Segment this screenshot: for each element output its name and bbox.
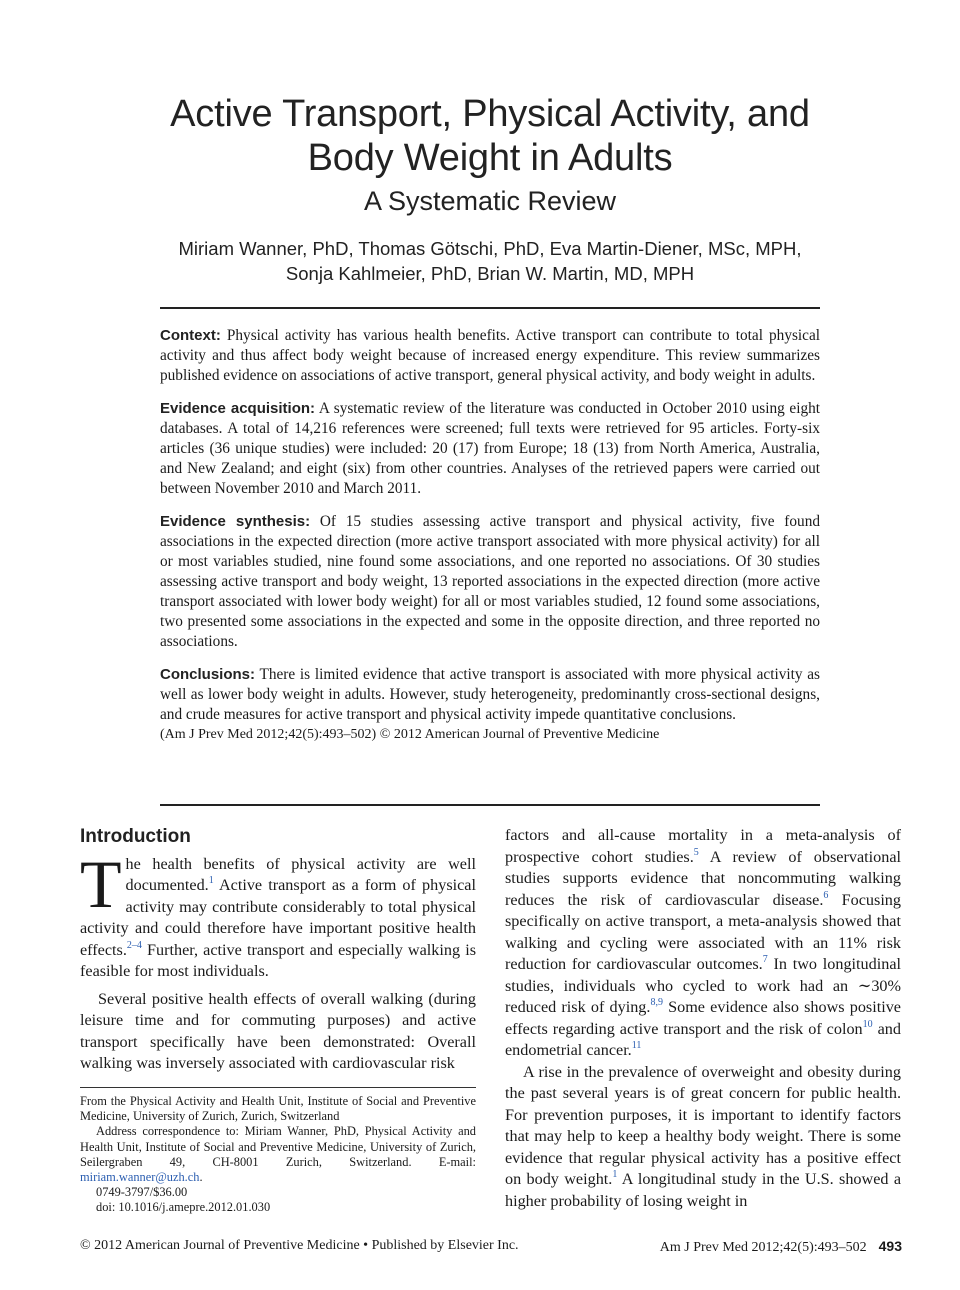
abstract-synthesis [160,512,820,652]
abstract [160,326,820,758]
reference-link[interactable]: 7 [762,954,768,965]
title-line-1: Active Transport, Physical Activity, and [170,93,810,135]
body-text: and endometrial cancer. [505,1019,901,1059]
footnote-rule [80,1087,476,1088]
intro-text: Further, active transport and especially walking is feasible for most individuals. [80,940,476,980]
body-text: In two longitudinal studies, individuals who cycled to work had an ∼30% reduced risk of dying. [505,955,901,1016]
abstract-context [160,326,820,386]
body-text: Focusing specifically on active transport, a meta-analysis showed that walking and cycling were associated with an 11% risk reduction for cardiovascular outcomes. [505,890,901,973]
address-end: . [199,1170,203,1185]
intro-text: Active transport as a form of physical activity may contribute considerably to total physical activity and could therefore have important positive health effects. [80,876,476,959]
context-text: Physical activity has various health benefits. Active transport can contribute to total physical activity and thus affect body weight because of increased energy expenditure. This review summarizes published evidence on associations of active transport, general physical activity, and body weight in adults. [160,327,820,384]
page-number: 493 [878,1238,902,1254]
abstract-bottom-rule [160,804,820,806]
body-text: Some evidence also shows positive effects regarding active transport and the risk of colon [505,998,901,1038]
reference-link[interactable]: 10 [862,1018,873,1030]
reference-link[interactable]: 11 [631,1040,642,1051]
doi-note: doi: 10.1016/j.amepre.2012.01.030 [96,1200,271,1215]
issn-note: 0749-3797/$36.00 [96,1185,188,1200]
conclusions-text: There is limited evidence that active transport is associated with more physical activity as well as lower body weight in adults. However, study heterogeneity, predominantly cross-sectional designs, and crude measures for active transport and physical activity impede quantitative conclusions. [160,666,820,723]
correspondence-note [80,1124,476,1185]
intro-paragraph-1 [80,845,476,983]
reference-link[interactable]: 1 [208,875,214,886]
synthesis-label: Evidence synthesis: [160,513,311,530]
body-paragraph-1 [505,825,901,1062]
section-heading-introduction: Introduction [80,826,191,847]
reference-link[interactable]: 6 [823,889,829,901]
authors-line-2: Sonja Kahlmeier, PhD, Brian W. Martin, MD, MPH [285,263,695,284]
article-header [80,92,900,218]
conclusions-label: Conclusions: [160,666,256,683]
author-list [110,236,870,286]
article-subtitle: A Systematic Review [363,186,617,216]
footnotes [80,1094,476,1216]
reference-link[interactable]: 1 [612,1169,618,1180]
acquisition-text: A systematic review of the literature was conducted in October 2010 using eight databases. A total of 14,216 references were screened; full texts were retrieved for 95 articles. Forty-six articles (36 unique studies) were included: 20 (17) from Europe; 18 (13) from North America, Australia, and New Zealand; and eight (six) from other countries. Analyses of the retrieved papers were carried out between November 2010 and March 2011. [160,400,820,497]
footer-copyright: © 2012 American Journal of Preventive Medicine • Published by Elsevier Inc. [80,1238,519,1253]
reference-link[interactable]: 8,9 [650,997,663,1008]
body-text: A longitudinal study in the U.S. showed a higher probability of losing weight in [505,1170,902,1210]
authors-line-1: Miriam Wanner, PhD, Thomas Götschi, PhD, Eva Martin-Diener, MSc, MPH, [178,238,802,259]
body-text: A rise in the prevalence of overweight and obesity during the past several years is of great concern for public health. For prevention purposes, it is important to identify factors that may help to keep a healthy body weight. There is some evidence that regular physical activity has a positive effect on body weight. [505,1062,901,1188]
body-text: factors and all-cause mortality in a meta-analysis of prospective cohort studies. [505,826,901,866]
reference-link[interactable]: 2–4 [126,939,142,951]
right-column [505,825,901,1212]
title-line-2: Body Weight in Adults [307,137,673,179]
body-text: A review of observational studies supports evidence that noncommuting walking reduces the risk of cardiovascular disease. [505,847,901,909]
abstract-citation: (Am J Prev Med 2012;42(5):493–502) © 2012 American Journal of Preventive Medicine [160,727,660,742]
synthesis-text: Of 15 studies assessing active transport and physical activity, five found associations in the expected direction (more active transport associated with more physical activity) for all or most variables studied, nine found some associations, and one reported no associations. Of 30 studies assessing active transport and body weight, 13 reported associations in the expected direction (more active transport associated with lower body weight) for all or most variables studied, 12 found some associations, two presented some associations in the expected and some in the opposite direction, and three reported no associations. [160,513,820,650]
intro-text: he health benefits of physical activity are well documented. [125,854,476,894]
left-column [80,826,476,1075]
affiliation-note: From the Physical Activity and Health Unit, Institute of Social and Preventive Medicine, University of Zurich, Zurich, Switzerland [80,1094,476,1124]
intro-paragraph-2: Several positive health effects of overall walking (during leisure time and for commuting purposes) and active transport specifically have been demonstrated: Overall walking was inversely associated with cardiovascular risk [80,989,476,1072]
footer-citation: Am J Prev Med 2012;42(5):493–502 [659,1240,867,1255]
reference-link[interactable]: 5 [693,846,699,858]
abstract-conclusions [160,665,820,725]
footer-citation-block [660,1238,902,1256]
acquisition-label: Evidence acquisition: [160,400,316,417]
email-link[interactable]: miriam.wanner@uzh.ch [80,1170,200,1185]
address-text: Address correspondence to: Miriam Wanner, PhD, Physical Activity and Health Unit, Institute of Social and Preventive Medicine, University of Zurich, Seilergraben 49, CH-8001 Zurich, Switzerland. E-mail: [80,1124,476,1169]
abstract-top-rule [160,307,820,309]
abstract-acquisition [160,399,820,499]
body-paragraph-2 [505,1062,901,1213]
drop-cap: T [80,845,122,922]
article-title [80,92,900,180]
context-label: Context: [160,327,221,344]
